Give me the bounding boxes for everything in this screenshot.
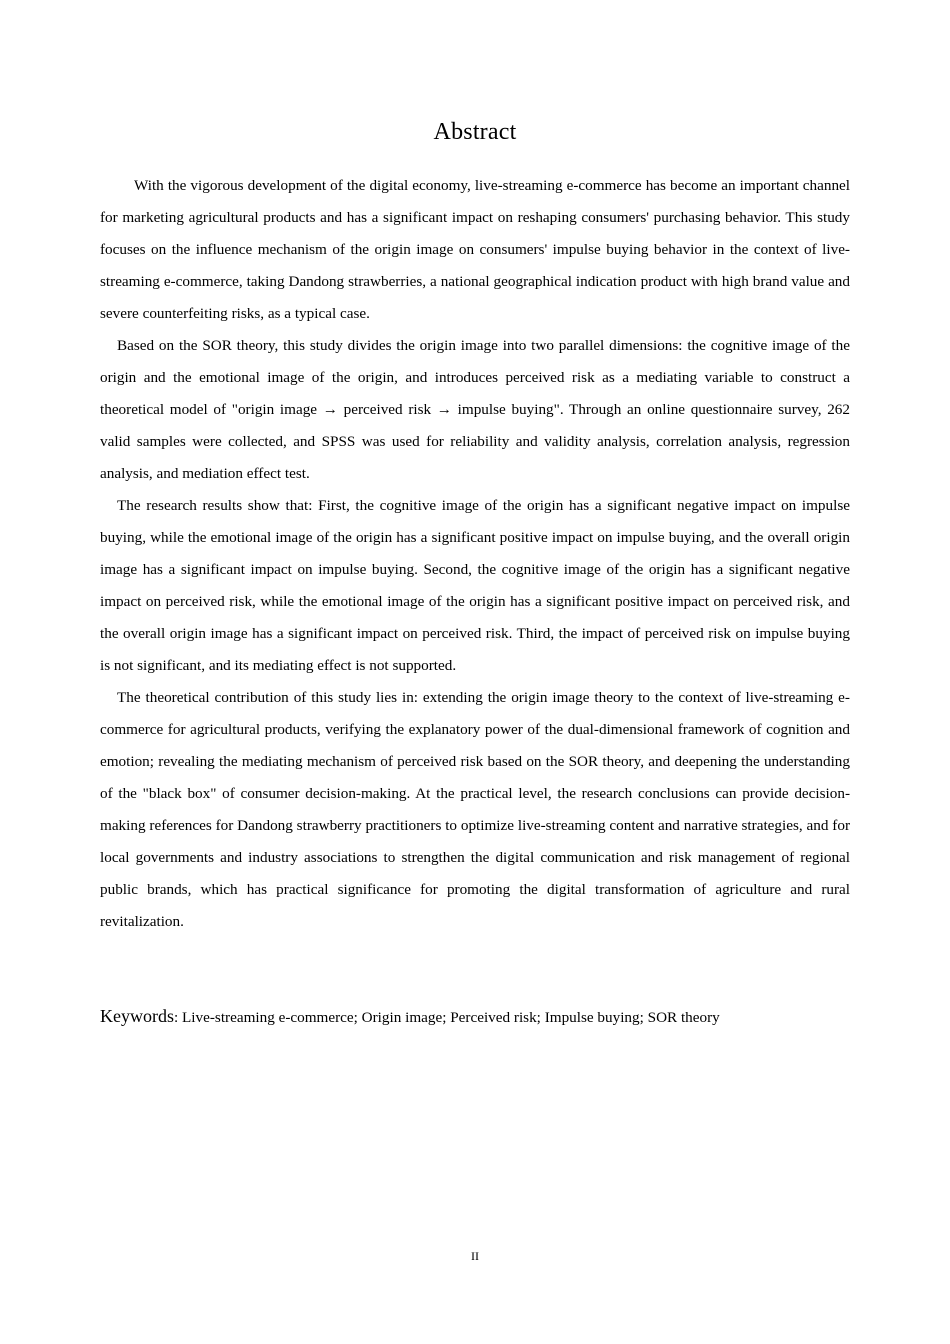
abstract-paragraph-4: The theoretical contribution of this study lies in: extending the origin image theory to the context of live-streaming e-commerce for agricultural products, verifying the explanatory power of the dual-dimensional framework of cognition and emotion; revealing the mediating mechanism of perceived risk based on the SOR theory, and deepening the understanding of the "black box" of consumer decision-making. At the practical level, the research conclusions can provide decision-making references for Dandong strawberry practitioners to optimize live-streaming content and narrative strategies, and for local governments and industry associations to strengthen the digital communication and risk management of regional public brands, which has practical significance for promoting the digital transformation of agriculture and rural revitalization. (100, 689, 850, 930)
abstract-body (100, 170, 850, 938)
keywords-line (100, 1000, 850, 1034)
abstract-paragraph-1: With the vigorous development of the digital economy, live-streaming e-commerce has become an important channel for marketing agricultural products and has a significant impact on reshaping consumers' purchasing behavior. This study focuses on the influence mechanism of the origin image on consumers' impulse buying behavior in the context of live-streaming e-commerce, taking Dandong strawberries, a national geographical indication product with high brand value and severe counterfeiting risks, as a typical case. (100, 177, 850, 322)
abstract-paragraph-2: Based on the SOR theory, this study divides the origin image into two parallel dimensions: the cognitive image of the origin and the emotional image of the origin, and introduces perceived risk as a mediating variable to construct a theoretical model of "origin image → perceived risk → impulse buying". Through an online questionnaire survey, 262 valid samples were collected, and SPSS was used for reliability and validity analysis, correlation analysis, regression analysis, and mediation effect test. (100, 337, 850, 482)
abstract-title: Abstract (433, 119, 517, 145)
abstract-paragraph-3: The research results show that: First, the cognitive image of the origin has a significant negative impact on impulse buying, while the emotional image of the origin has a significant positive impact on impulse buying, and the overall origin image has a significant impact on impulse buying. Second, the cognitive image of the origin has a significant negative impact on perceived risk, while the emotional image of the origin has a significant positive impact on perceived risk, and the overall origin image has a significant impact on perceived risk. Third, the impact of perceived risk on impulse buying is not significant, and its mediating effect is not supported. (100, 497, 850, 674)
keywords-text: : Live-streaming e-commerce; Origin image; Perceived risk; Impulse buying; SOR theory (174, 1009, 720, 1026)
keywords-label: Keywords (100, 1006, 174, 1026)
page-number: II (471, 1249, 479, 1263)
